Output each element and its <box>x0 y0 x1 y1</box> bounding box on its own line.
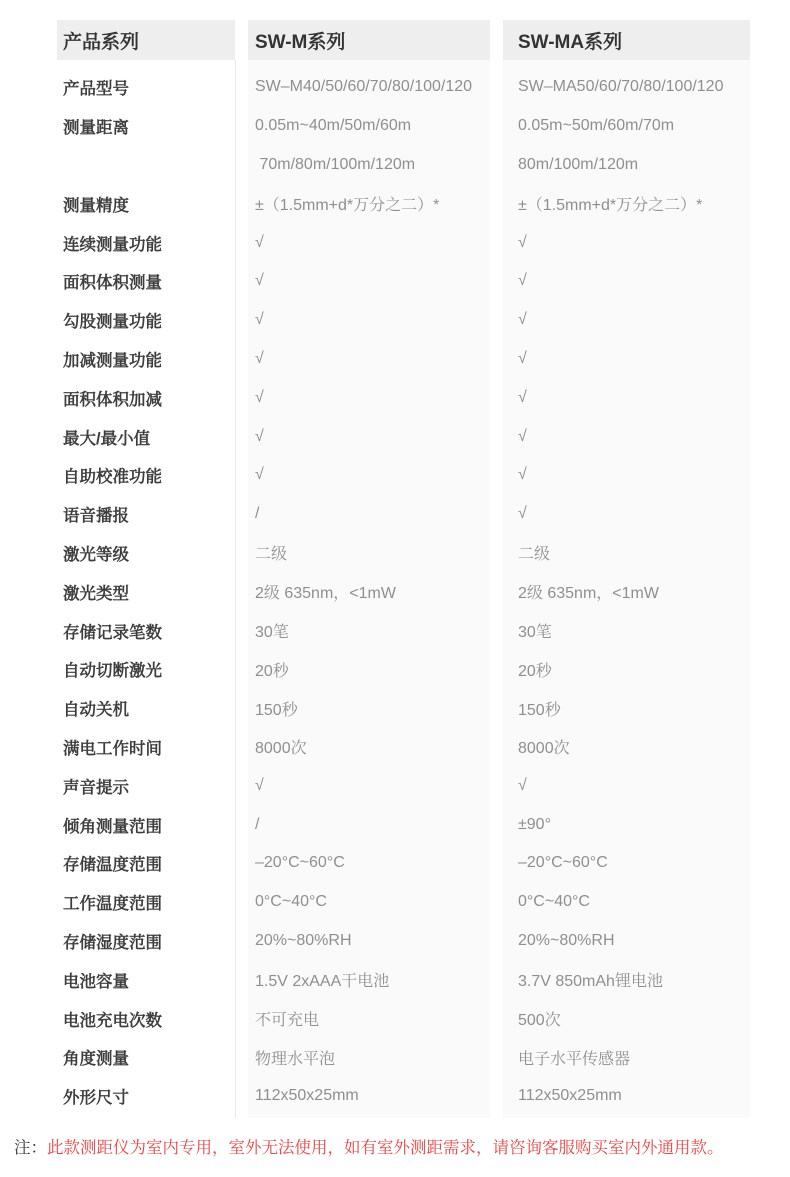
row-value-swma: –20°C~60°C <box>518 854 608 872</box>
row-label: 面积体积加减 <box>63 390 162 409</box>
table-row <box>57 456 750 495</box>
row-value-swm: √ <box>255 776 264 794</box>
table-row <box>57 728 750 767</box>
column-gutter <box>235 20 248 60</box>
column-gutter <box>235 146 248 185</box>
footer-note <box>14 1134 724 1158</box>
column-gutter <box>235 301 248 340</box>
table-row <box>57 960 750 999</box>
column-gutter <box>490 766 503 805</box>
column-gutter <box>235 844 248 883</box>
row-value-swm: / <box>255 505 260 523</box>
row-value-swma: 0°C~40°C <box>518 893 590 911</box>
row-value-swm: –20°C~60°C <box>255 854 345 872</box>
row-value-swma: √ <box>518 466 527 484</box>
row-label: 语音播报 <box>63 507 129 526</box>
column-gutter <box>490 844 503 883</box>
row-value-swma: 8000次 <box>518 740 570 758</box>
row-value-swma: 20秒 <box>518 662 552 680</box>
table-row <box>57 146 750 185</box>
row-value-swma: √ <box>518 388 527 406</box>
column-gutter <box>235 999 248 1038</box>
column-gutter <box>235 456 248 495</box>
row-value-swma: √ <box>518 272 527 290</box>
note-prefix: 注： <box>14 1139 47 1157</box>
table-row <box>57 1077 750 1116</box>
column-gutter <box>490 1077 503 1116</box>
column-gutter <box>235 611 248 650</box>
header-cell-product-series: 产品系列 <box>57 20 235 60</box>
table-row <box>57 572 750 611</box>
table-row <box>57 107 750 146</box>
row-value-swma: 30笔 <box>518 624 552 642</box>
column-gutter <box>490 805 503 844</box>
column-gutter <box>235 262 248 301</box>
note-text: 此款测距仪为室内专用，室外无法使用，如有室外测距需求，请咨询客服购买室内外通用款。 <box>47 1139 724 1157</box>
column-gutter <box>490 107 503 146</box>
row-value-swm: √ <box>255 349 264 367</box>
row-value-swm: √ <box>255 466 264 484</box>
table-row <box>57 417 750 456</box>
row-value-swma: 0.05m~50m/60m/70m <box>518 117 675 135</box>
row-label: 外形尺寸 <box>63 1089 129 1108</box>
column-gutter <box>490 262 503 301</box>
row-label: 自助校准功能 <box>63 468 162 487</box>
column-gutter <box>490 1038 503 1077</box>
row-value-swm: SW–M40/50/60/70/80/100/120 <box>255 78 473 96</box>
row-label <box>57 146 235 185</box>
column-gutter <box>235 766 248 805</box>
column-gutter <box>490 68 503 107</box>
column-gutter <box>490 650 503 689</box>
header-cell-swma-series: SW-MA系列 <box>503 20 750 60</box>
column-gutter <box>235 960 248 999</box>
row-label: 勾股测量功能 <box>63 313 162 332</box>
table-row <box>57 922 750 961</box>
row-value-swma: 3.7V 850mAh锂电池 <box>518 973 663 991</box>
column-gutter <box>490 572 503 611</box>
column-gutter <box>490 611 503 650</box>
column-gutter <box>235 184 248 223</box>
column-gutter <box>235 1038 248 1077</box>
column-gutter <box>235 883 248 922</box>
row-value-swma: 150秒 <box>518 701 561 719</box>
column-gutter <box>235 689 248 728</box>
column-gutter <box>235 1077 248 1116</box>
row-value-swm: 112x50x25mm <box>255 1087 359 1105</box>
row-label: 倾角测量范围 <box>63 817 162 836</box>
row-label: 激光等级 <box>63 545 129 564</box>
column-gutter <box>235 378 248 417</box>
table-row <box>57 805 750 844</box>
table-row <box>57 844 750 883</box>
column-gutter <box>235 728 248 767</box>
column-gutter <box>490 999 503 1038</box>
table-row <box>57 340 750 379</box>
column-gutter <box>490 417 503 456</box>
column-gutter <box>235 650 248 689</box>
row-value-swma: 电子水平传感器 <box>518 1050 631 1068</box>
column-gutter <box>490 301 503 340</box>
column-gutter <box>235 417 248 456</box>
row-value-swma: ±（1.5mm+d*万分之二）* <box>518 197 703 215</box>
column-gutter <box>235 922 248 961</box>
table-row <box>57 883 750 922</box>
column-gutter <box>490 960 503 999</box>
column-gutter <box>490 20 503 60</box>
column-gutter <box>235 68 248 107</box>
row-value-swm: √ <box>255 388 264 406</box>
row-label: 存储湿度范围 <box>63 933 162 952</box>
table-row <box>57 766 750 805</box>
table-row <box>57 999 750 1038</box>
row-value-swma: √ <box>518 505 527 523</box>
column-gutter <box>490 456 503 495</box>
table-row <box>57 184 750 223</box>
row-value-swm: 70m/80m/100m/120m <box>255 155 416 173</box>
column-gutter <box>490 378 503 417</box>
table-row <box>57 1038 750 1077</box>
row-value-swma: 20%~80%RH <box>518 931 615 949</box>
table-row <box>57 68 750 107</box>
row-value-swma: √ <box>518 427 527 445</box>
row-value-swm: ±（1.5mm+d*万分之二）* <box>255 197 440 215</box>
row-value-swma: 112x50x25mm <box>518 1087 622 1105</box>
column-gutter <box>235 805 248 844</box>
row-value-swma: 二级 <box>518 546 551 564</box>
row-value-swm: 二级 <box>255 546 288 564</box>
row-label: 测量距离 <box>63 119 129 138</box>
column-gutter <box>490 223 503 262</box>
row-label: 激光类型 <box>63 584 129 603</box>
row-label: 存储温度范围 <box>63 856 162 875</box>
column-gutter <box>490 728 503 767</box>
table-row <box>57 534 750 573</box>
row-value-swma: √ <box>518 349 527 367</box>
column-gutter <box>490 146 503 185</box>
table-row <box>57 611 750 650</box>
spec-table <box>57 20 750 1118</box>
row-label: 自动切断激光 <box>63 662 162 681</box>
row-label: 电池充电次数 <box>63 1011 162 1030</box>
row-label: 连续测量功能 <box>63 235 162 254</box>
column-gutter <box>490 184 503 223</box>
table-row <box>57 495 750 534</box>
column-gutter <box>490 340 503 379</box>
column-gutter <box>235 107 248 146</box>
row-label: 存储记录笔数 <box>63 623 162 642</box>
row-value-swm: 20秒 <box>255 662 289 680</box>
row-label: 工作温度范围 <box>63 895 162 914</box>
row-label: 满电工作时间 <box>63 739 162 758</box>
row-label: 声音提示 <box>63 778 129 797</box>
row-value-swm: 150秒 <box>255 701 298 719</box>
row-value-swm: √ <box>255 311 264 329</box>
header-cell-swm-series: SW-M系列 <box>248 20 490 60</box>
table-row <box>57 378 750 417</box>
row-value-swm: 2级 635nm，<1mW <box>255 585 396 603</box>
spec-table-header <box>57 20 750 60</box>
column-gutter <box>490 495 503 534</box>
table-row <box>57 650 750 689</box>
row-value-swma: 80m/100m/120m <box>518 155 639 173</box>
column-gutter <box>490 883 503 922</box>
column-gutter <box>490 534 503 573</box>
row-label: 自动关机 <box>63 701 129 720</box>
row-value-swm: 30笔 <box>255 624 289 642</box>
row-value-swma: 500次 <box>518 1012 561 1030</box>
row-value-swm: √ <box>255 427 264 445</box>
row-value-swm: 20%~80%RH <box>255 931 352 949</box>
column-gutter <box>235 572 248 611</box>
row-label: 测量精度 <box>63 196 129 215</box>
row-label: 最大/最小值 <box>63 429 151 448</box>
row-value-swm: 0.05m~40m/50m/60m <box>255 117 412 135</box>
row-value-swma: SW–MA50/60/70/80/100/120 <box>518 78 724 96</box>
row-label: 加减测量功能 <box>63 351 162 370</box>
row-value-swma: ±90° <box>518 815 551 833</box>
row-value-swm: 物理水平泡 <box>255 1050 336 1068</box>
table-row <box>57 689 750 728</box>
row-value-swm: 0°C~40°C <box>255 893 327 911</box>
row-value-swm: / <box>255 815 260 833</box>
row-value-swma: 2级 635nm，<1mW <box>518 585 659 603</box>
column-gutter <box>235 223 248 262</box>
column-gutter <box>235 495 248 534</box>
row-label: 产品型号 <box>63 80 129 99</box>
row-label: 面积体积测量 <box>63 274 162 293</box>
column-gutter <box>235 340 248 379</box>
row-value-swm: √ <box>255 233 264 251</box>
spec-table-body <box>57 60 750 1118</box>
row-value-swm: 8000次 <box>255 740 307 758</box>
row-value-swm: √ <box>255 272 264 290</box>
row-label: 电池容量 <box>63 972 129 991</box>
row-value-swm: 1.5V 2xAAA干电池 <box>255 973 390 991</box>
row-label: 角度测量 <box>63 1050 129 1069</box>
column-gutter <box>490 922 503 961</box>
row-value-swm: 不可充电 <box>255 1012 320 1030</box>
column-gutter <box>235 534 248 573</box>
column-gutter <box>490 689 503 728</box>
table-row <box>57 262 750 301</box>
row-value-swma: √ <box>518 233 527 251</box>
row-value-swma: √ <box>518 776 527 794</box>
table-row <box>57 223 750 262</box>
table-row <box>57 301 750 340</box>
row-value-swma: √ <box>518 311 527 329</box>
